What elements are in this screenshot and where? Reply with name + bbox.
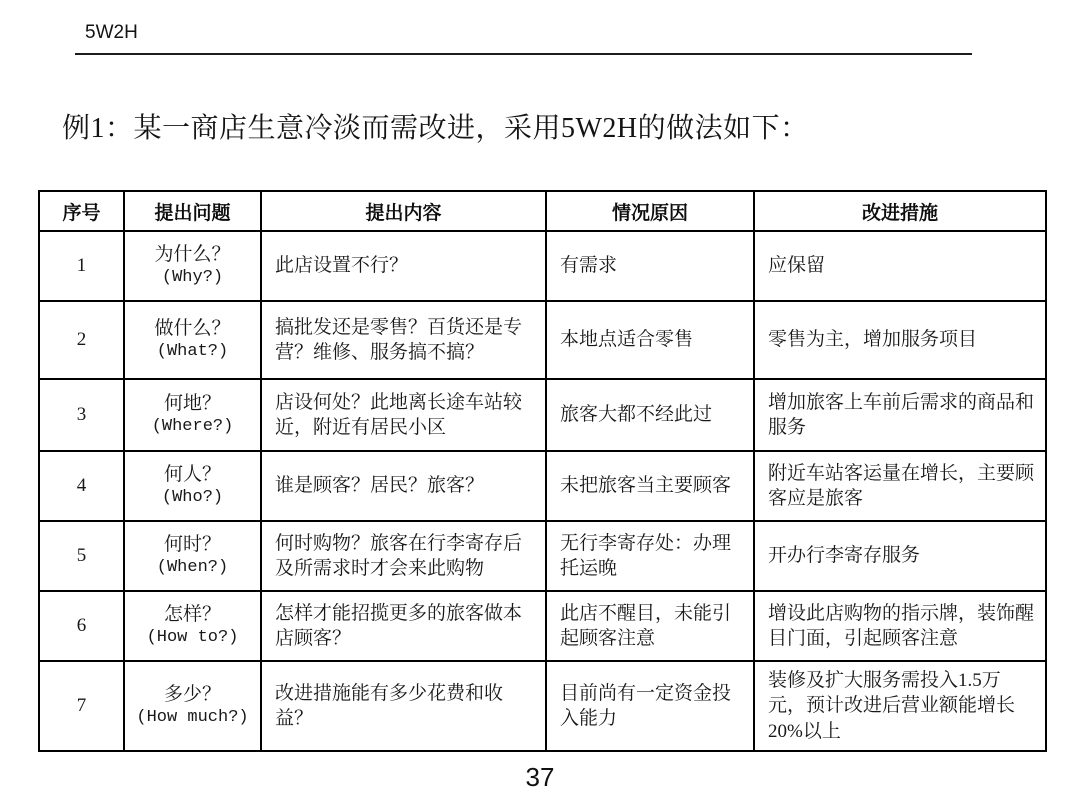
action-cell: 附近车站客运量在增长，主要顾客应是旅客 — [754, 451, 1046, 521]
table-body — [39, 231, 1046, 751]
table-row — [39, 521, 1046, 591]
row-number-cell: 7 — [39, 661, 124, 751]
question-chinese: 何时？ — [163, 534, 221, 556]
question-english: (Who?) — [161, 488, 224, 508]
content-cell: 此店设置不行？ — [261, 231, 546, 301]
question-chinese: 多少？ — [163, 684, 221, 706]
cause-cell: 本地点适合零售 — [546, 301, 754, 379]
content-cell: 谁是顾客？居民？旅客？ — [261, 451, 546, 521]
action-cell: 增加旅客上车前后需求的商品和服务 — [754, 379, 1046, 451]
question-cell — [124, 231, 261, 301]
cause-cell: 此店不醒目，未能引起顾客注意 — [546, 591, 754, 661]
page-title: 例1：某一商店生意冷淡而需改进，采用5W2H的做法如下： — [62, 113, 809, 144]
question-english: (When?) — [156, 558, 229, 578]
table-row — [39, 451, 1046, 521]
question-chinese: 何地？ — [163, 393, 221, 415]
header-rule — [75, 22, 972, 55]
action-cell: 装修及扩大服务需投入1.5万元，预计改进后营业额能增长20%以上 — [754, 661, 1046, 751]
table-header-row — [39, 191, 1046, 231]
analysis-table-container — [38, 190, 1045, 752]
row-number-cell: 6 — [39, 591, 124, 661]
cause-cell: 无行李寄存处：办理托运晚 — [546, 521, 754, 591]
content-cell: 怎样才能招揽更多的旅客做本店顾客？ — [261, 591, 546, 661]
row-number-cell: 1 — [39, 231, 124, 301]
page-number: 37 — [525, 762, 555, 792]
question-chinese: 做什么？ — [154, 318, 231, 340]
question-cell — [124, 591, 261, 661]
column-header-content: 提出内容 — [261, 191, 546, 231]
analysis-table — [38, 190, 1047, 752]
question-chinese: 为什么？ — [154, 244, 231, 266]
table-row — [39, 591, 1046, 661]
question-english: (How to?) — [146, 628, 239, 648]
column-header-cause: 情况原因 — [546, 191, 754, 231]
cause-cell: 目前尚有一定资金投入能力 — [546, 661, 754, 751]
action-cell: 应保留 — [754, 231, 1046, 301]
breadcrumb: 5W2H — [85, 22, 138, 43]
cause-cell: 有需求 — [546, 231, 754, 301]
question-cell — [124, 521, 261, 591]
question-english: (What?) — [156, 342, 229, 362]
action-cell: 零售为主，增加服务项目 — [754, 301, 1046, 379]
table-row — [39, 231, 1046, 301]
column-header-action: 改进措施 — [754, 191, 1046, 231]
action-cell: 增设此店购物的指示牌，装饰醒目门面，引起顾客注意 — [754, 591, 1046, 661]
question-chinese: 何人？ — [163, 464, 221, 486]
action-cell: 开办行李寄存服务 — [754, 521, 1046, 591]
content-cell: 改进措施能有多少花费和收益？ — [261, 661, 546, 751]
column-header-no: 序号 — [39, 191, 124, 231]
question-cell — [124, 451, 261, 521]
row-number-cell: 2 — [39, 301, 124, 379]
table-row — [39, 661, 1046, 751]
content-cell: 何时购物？旅客在行李寄存后及所需求时才会来此购物 — [261, 521, 546, 591]
cause-cell: 未把旅客当主要顾客 — [546, 451, 754, 521]
cause-cell: 旅客大都不经此过 — [546, 379, 754, 451]
question-english: (Why?) — [161, 268, 224, 288]
content-cell: 店设何处？此地离长途车站较近，附近有居民小区 — [261, 379, 546, 451]
table-row — [39, 301, 1046, 379]
question-cell — [124, 379, 261, 451]
question-english: (Where?) — [151, 417, 234, 437]
question-chinese: 怎样？ — [163, 604, 221, 626]
table-row — [39, 379, 1046, 451]
question-cell — [124, 301, 261, 379]
row-number-cell: 4 — [39, 451, 124, 521]
row-number-cell: 3 — [39, 379, 124, 451]
content-cell: 搞批发还是零售？百货还是专营？维修、服务搞不搞？ — [261, 301, 546, 379]
row-number-cell: 5 — [39, 521, 124, 591]
question-english: (How much?) — [136, 708, 249, 728]
question-cell — [124, 661, 261, 751]
column-header-question: 提出问题 — [124, 191, 261, 231]
